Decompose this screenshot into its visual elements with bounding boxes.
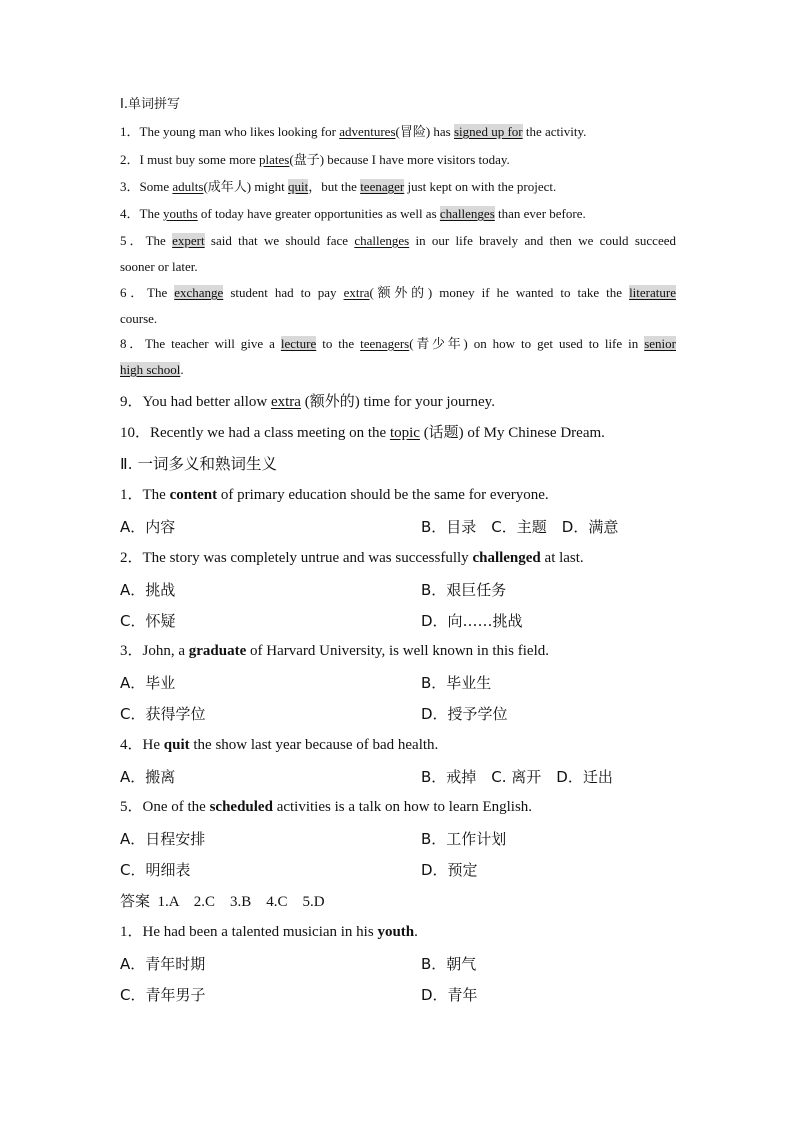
answer-word-highlighted: senior [644, 336, 676, 351]
question: 1．He had been a talented musician in his youth. [120, 924, 418, 940]
option-b: B．艰巨任务 [421, 581, 507, 599]
option-d: D．预定 [421, 861, 478, 879]
answer-word-highlighted: quit [287, 179, 309, 194]
option-d: D．向……挑战 [421, 612, 523, 630]
answer-word-highlighted: teenager [360, 179, 405, 194]
option-bcd: B．目录 C．主题 D．满意 [421, 518, 619, 536]
answer-word-highlighted: challenges [439, 206, 495, 221]
list-item-continuation: course. [120, 311, 158, 326]
answer-key [120, 892, 676, 911]
option-d: D．青年 [421, 986, 478, 1004]
answer-word: adults [172, 179, 204, 194]
answer-word: challenges [354, 233, 410, 248]
answer-word: youths [162, 206, 198, 221]
section2-title: Ⅱ. 一词多义和熟词生义 [120, 455, 277, 473]
answer-word: extra [343, 285, 370, 300]
key-word: content [169, 487, 218, 503]
option-a: A．毕业 [120, 674, 176, 692]
answer-word-highlighted: high school [120, 362, 181, 377]
option-a: A．搬离 [120, 768, 176, 786]
question: 5．One of the scheduled activities is a talk on how to learn English. [120, 799, 533, 815]
answer-word-highlighted: expert [172, 233, 205, 248]
option-c: C．明细表 [120, 861, 191, 879]
key-word: scheduled [209, 799, 273, 815]
option-a: A．青年时期 [120, 955, 206, 973]
list-item: 9．You had better allow extra (额外的) time for your journey. [120, 394, 495, 410]
answer-label: 答案 [120, 892, 151, 910]
answer-word-highlighted: signed up for [454, 124, 523, 139]
list-item: 4．The youths of today have greater opportunities as well as challenges than ever before. [120, 206, 586, 221]
list-item: 10．Recently we had a class meeting on the topic (话题) of My Chinese Dream. [120, 425, 605, 441]
question: 4．He quit the show last year because of bad health. [120, 737, 439, 753]
answer-word: plates [259, 152, 290, 167]
list-item: 5．The expert said that we should face challenges in our life bravely and then we could succeed [120, 233, 676, 248]
option-b: B．毕业生 [421, 674, 492, 692]
list-item: 8．The teacher will give a lecture to the teenagers(青少年) on how to get used to life in senior [120, 336, 676, 351]
answer-word-highlighted: lecture [280, 336, 317, 351]
answer-word: topic [389, 425, 420, 441]
answer-values: 1.A 2.C 3.B 4.C 5.D [150, 894, 325, 910]
option-c: C．青年男子 [120, 986, 206, 1004]
section1-title: Ⅰ.单词拼写 [120, 97, 180, 112]
list-item: 6．The exchange student had to pay extra(额外的) money if he wanted to take the literature [120, 285, 676, 300]
option-c: C．怀疑 [120, 612, 176, 630]
answer-word: adventures [339, 124, 396, 139]
answer-word-highlighted: literature [629, 285, 676, 300]
option-a: A．日程安排 [120, 830, 206, 848]
key-word: youth [377, 924, 415, 940]
list-item-continuation: high school. [120, 362, 184, 377]
question: 3．John, a graduate of Harvard University, is well known in this field. [120, 643, 549, 659]
option-d: D．授予学位 [421, 705, 508, 723]
question: 2．The story was completely untrue and was successfully challenged at last. [120, 550, 584, 566]
answer-word: extra [270, 394, 301, 410]
option-a: A．挑战 [120, 581, 176, 599]
key-word: quit [163, 737, 190, 753]
key-word: challenged [472, 550, 541, 566]
list-item: 3．Some adults(成年人) might quit，but the teenager just kept on with the project. [120, 179, 557, 194]
option-c: C．获得学位 [120, 705, 206, 723]
question: 1．The content of primary education should be the same for everyone. [120, 487, 549, 503]
list-item: 2．I must buy some more plates(盘子) because I have more visitors today. [120, 152, 510, 167]
list-item-continuation: sooner or later. [120, 259, 198, 274]
list-item: 1．The young man who likes looking for adventures(冒险) has signed up for the activity. [120, 124, 587, 139]
key-word: graduate [188, 643, 247, 659]
option-bcd: B．戒掉 C. 离开 D．迁出 [421, 768, 613, 786]
answer-word-highlighted: exchange [174, 285, 224, 300]
answer-word: teenagers [360, 336, 410, 351]
option-a: A．内容 [120, 518, 176, 536]
option-b: B．工作计划 [421, 830, 507, 848]
option-b: B．朝气 [421, 955, 477, 973]
